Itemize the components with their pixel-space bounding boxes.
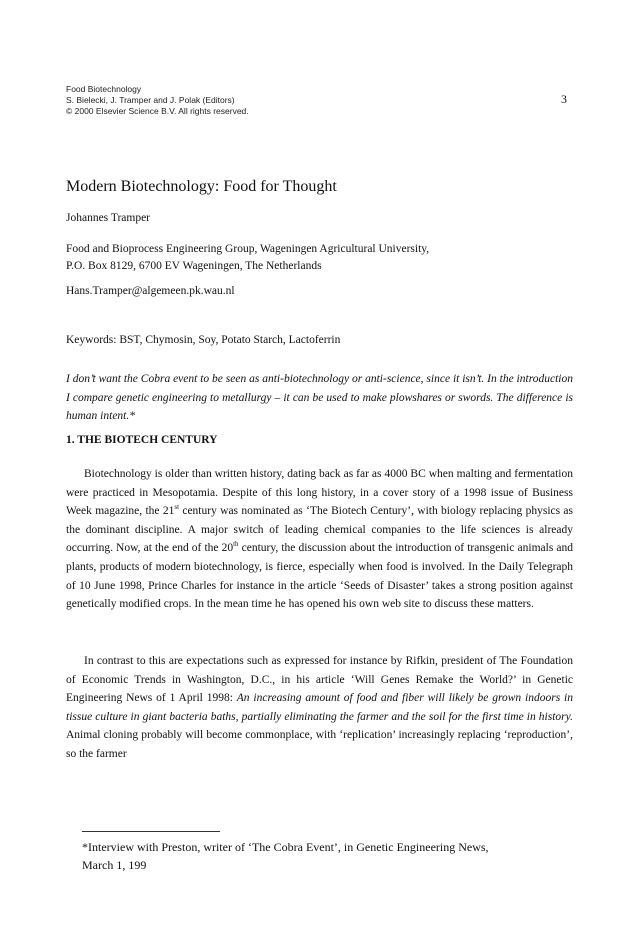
running-header bbox=[66, 84, 249, 117]
article-title: Modern Biotechnology: Food for Thought bbox=[66, 178, 337, 195]
page-number: 3 bbox=[561, 92, 567, 106]
affiliation-line-2: P.O. Box 8129, 6700 EV Wageningen, The Netherlands bbox=[66, 260, 322, 272]
body-paragraph-2: In contrast to this are expectations such as expressed for instance by Rifkin, president of The Foundation of Economic Trends in Washington, D.C., in his article ‘Will Genes Remake the World?’ in Genetic Engineering News of 1 April 1998: An increasing amount of food and fiber will likely be grown indoors in tissue culture in giant bacteria baths, partially eliminating the farmer and the soil for the first time in history. Animal cloning probably will become commonplace, with ‘replication’ increasingly replacing ‘reproduction’, so the farmer bbox=[66, 655, 573, 760]
footnote-line-2: March 1, 199 bbox=[82, 858, 147, 872]
epigraph-quote: I don’t want the Cobra event to be seen as anti-biotechnology or anti-science, since it isn’t. In the introduction I compare genetic engineering to metallurgy – it can be used to make plowshares or swords. The difference is human intent.* bbox=[66, 373, 573, 422]
keywords-line: Keywords: BST, Chymosin, Soy, Potato Starch, Lactoferrin bbox=[66, 334, 341, 346]
author-name: Johannes Tramper bbox=[66, 212, 151, 224]
editors-line: S. Bielecki, J. Tramper and J. Polak (Editors) bbox=[66, 95, 235, 105]
author-email: Hans.Tramper@algemeen.pk.wau.nl bbox=[66, 285, 235, 297]
section-heading: 1. THE BIOTECH CENTURY bbox=[66, 434, 218, 446]
footnote-line-1: *Interview with Preston, writer of ‘The Cobra Event’, in Genetic Engineering News, bbox=[82, 840, 489, 854]
footnote bbox=[82, 838, 542, 874]
affiliation-line-1: Food and Bioprocess Engineering Group, Wageningen Agricultural University, bbox=[66, 243, 430, 255]
body-paragraph-1: Biotechnology is older than written history, dating back as far as 4000 BC when malting and fermentation were practiced in Mesopotamia. Despite of this long history, in a cover story of a 1998 issue of Business Week magazine, the 21st century was nominated as ‘The Biotech Century’, with biology replacing physics as the dominant discipline. A major switch of leading chemical companies to the life sciences is already occurring. Now, at the end of the 20th century, the discussion about the introduction of transgenic animals and plants, products of modern biotechnology, is fierce, especially when food is involved. In the Daily Telegraph of 10 June 1998, Prince Charles for instance in the article ‘Seeds of Disaster’ takes a strong position against genetically modified crops. In the mean time he has opened his own web site to discuss these matters. bbox=[66, 468, 574, 611]
copyright-line: © 2000 Elsevier Science B.V. All rights reserved. bbox=[66, 106, 249, 116]
footnote-rule bbox=[82, 831, 220, 832]
journal-name: Food Biotechnology bbox=[66, 84, 142, 94]
